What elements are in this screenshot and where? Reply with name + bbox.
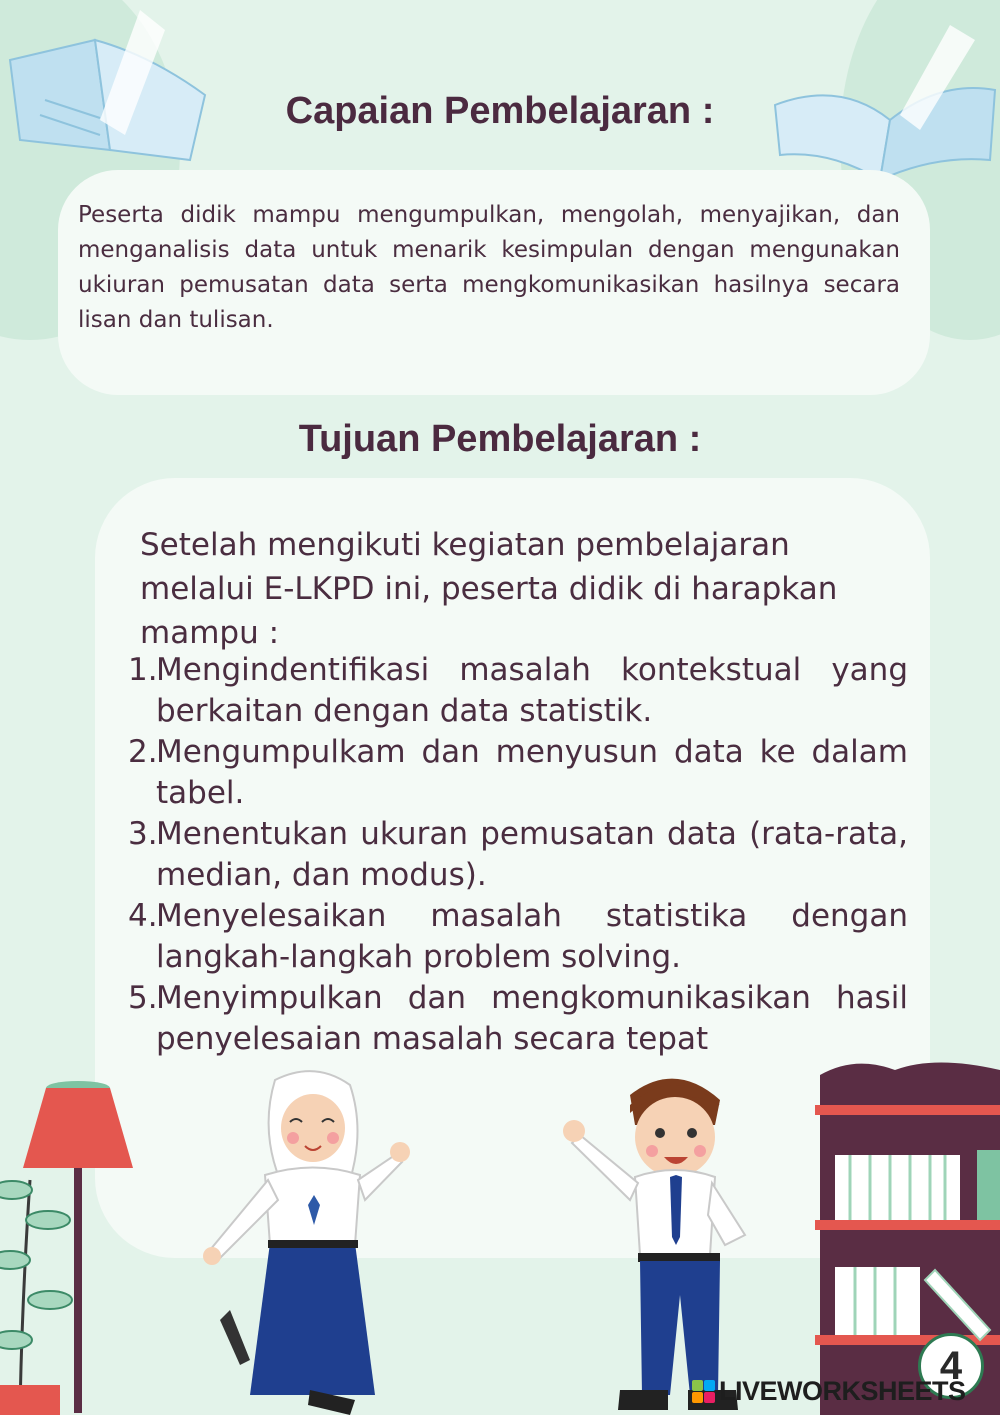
girl-student-illustration	[190, 1060, 420, 1415]
list-item-number: 2.	[128, 734, 158, 770]
tujuan-list	[128, 650, 908, 1060]
list-item-number: 3.	[128, 816, 158, 852]
list-item-number: 4.	[128, 898, 158, 934]
plant-icon	[0, 1150, 80, 1415]
list-item-text: Menyimpulkan dan mengkomunikasikan hasil penyelesaian masalah secara tepat	[156, 980, 908, 1057]
list-item-text: Mengindentifikasi masalah kontekstual yang berkaitan dengan data statistik.	[156, 652, 908, 729]
list-item-number: 1.	[128, 652, 158, 688]
list-item	[128, 650, 908, 732]
capaian-text: Peserta didik mampu mengumpulkan, mengolah, menyajikan, dan menganalisis data untuk menarik kesimpulan dengan mengunakan ukiuran pemusatan data serta mengkomunikasikan hasilnya secara lisan dan tulisan.	[78, 202, 900, 333]
tujuan-intro: Setelah mengikuti kegiatan pembelajaran melalui E-LKPD ini, peserta didik di harapkan mampu :	[140, 527, 838, 651]
list-item	[128, 978, 908, 1060]
liveworksheets-logo-icon	[692, 1380, 715, 1403]
liveworksheets-watermark	[692, 1376, 966, 1407]
tujuan-title: Tujuan Pembelajaran :	[298, 418, 702, 460]
open-book-icon	[0, 0, 220, 175]
list-item-text: Menentukan ukuran pemusatan data (rata-rata, median, dan modus).	[156, 816, 908, 893]
page-number: 4	[918, 1333, 984, 1399]
list-item	[128, 896, 908, 978]
capaian-title: Capaian Pembelajaran :	[285, 90, 715, 132]
list-item-number: 5.	[128, 980, 158, 1016]
watermark-text: LIVEWORKSHEETS	[719, 1376, 966, 1406]
list-item	[128, 732, 908, 814]
boy-student-illustration	[560, 1065, 770, 1415]
list-item	[128, 814, 908, 896]
list-item-text: Mengumpulkam dan menyusun data ke dalam tabel.	[156, 734, 908, 811]
list-item-text: Menyelesaikan masalah statistika dengan langkah-langkah problem solving.	[156, 898, 908, 975]
